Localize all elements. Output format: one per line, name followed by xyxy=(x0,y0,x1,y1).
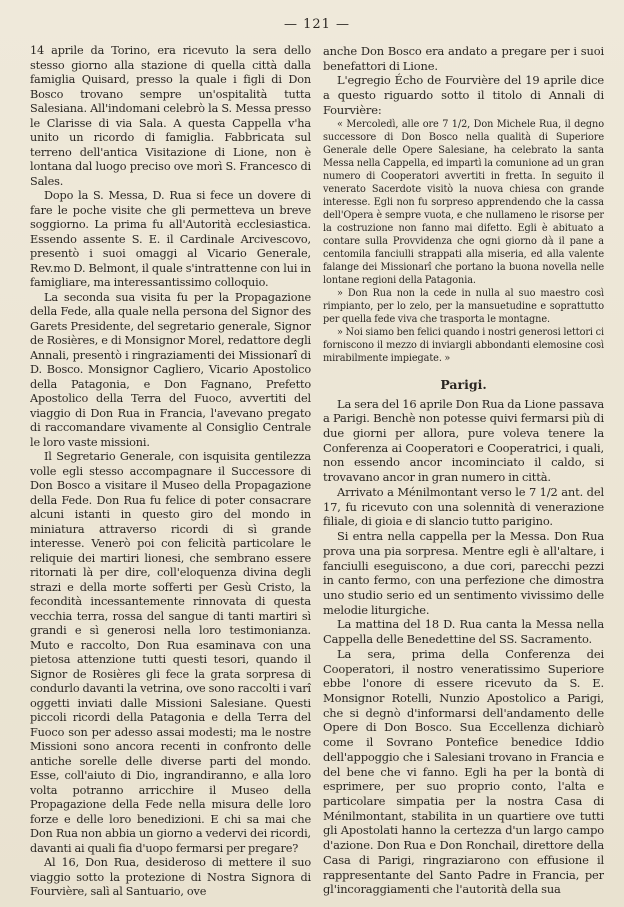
paragraph: L'egregio Écho de Fourvière del 19 aprile dice a questo riguardo sotto il titolo di Annali di Fourvière: xyxy=(323,73,604,117)
left-column xyxy=(30,44,311,904)
section-title: Parigi. xyxy=(440,376,487,392)
quote-paragraph: » Don Rua non la cede in nulla al suo maestro così rimpianto, per lo zelo, per la mansuetudine e soprattutto per quella fede viva che trasporta le montagne. xyxy=(323,287,604,325)
page-number: — 121 — xyxy=(283,17,351,32)
paragraph: 14 aprile da Torino, era ricevuto la sera dello stesso giorno alla stazione di quella città dalla famiglia Quisard, presso la quale i figli di Don Bosco trovano sempre un'ospitalità tutta Salesiana. All'indomani celebrò la S. Messa presso le Clarisse di via Sala. A questa Cappella v'ha unito un ricordo di famiglia. Fabbricata sul terreno dell'antica Visitazione di Lione, non è lontana dal luogo preciso ove morì S. Francesco di Sales. xyxy=(30,44,311,188)
quote-paragraph: « Mercoledì, alle ore 7 1/2, Don Michele Rua, il degno successore di Don Bosco nella qualità di Superiore Generale delle Opere Salesiane, ha celebrato la santa Messa nella Cappella, ed impartì la comunione ad un gran numero di Cooperatori avvertiti in fretta. In seguito il venerato Sacerdote visitò la nuova chiesa con grande interesse. Egli non fu sorpreso apprendendo che la cassa dell'Opera è sempre vuota, e che nullameno le risorse per la costruzione non fanno mai difetto. Egli è abituato a contare sulla Provvidenza che ogni giorno dà il pane a centomila fanciulli strappati alla miseria, ed alla valente falange dei Missionarî che portano la buona novella nelle lontane regioni della Patagonia. xyxy=(323,118,604,286)
paragraph: La seconda sua visita fu per la Propagazione della Fede, alla quale nella persona del Signor des Garets Presidente, del segretario generale, Signor de Rosières, e di Monsignor Morel, redattore degli Annali, presentò i ringraziamenti dei Missionarî di D. Bosco. Monsignor Cagliero, Vicario Apostolico della Patagonia, e Don Fagnano, Prefetto Apostolico della Terra del Fuoco, avvertiti del viaggio di Don Rua in Francia, l'avevano pregato di raccomandare vivamente al Consiglio Centrale le loro vaste missioni. xyxy=(30,290,311,449)
paragraph: Si entra nella cappella per la Messa. Don Rua prova una pia sorpresa. Mentre egli è all'altare, i fanciulli eseguiscono, a due cori, parecchi pezzi in canto fermo, con una perfezione che dimostra uno studio serio ed un sentimento vivissimo delle melodie liturgiche. xyxy=(323,529,604,617)
right-column xyxy=(323,44,604,904)
paragraph: Arrivato a Ménilmontant verso le 7 1/2 ant. del 17, fu ricevuto con una solennità di venerazione filiale, di gioia e di slancio tutto parigino. xyxy=(323,484,604,529)
paragraph: La sera del 16 aprile Don Rua da Lione passava a Parigi. Benchè non potesse quivi fermarsi più di due giorni per allora, pure voleva tenere la Conferenza ai Cooperatori e Cooperatrici, i quali, non essendo ancor incominciato il caldo, si trovavano ancor in gran numero in città. xyxy=(323,396,604,485)
quote-paragraph: » Noi siamo ben felici quando i nostri generosi lettori ci forniscono il mezzo di inviargli abbondanti elemosine così mirabilmente impiegate. » xyxy=(323,326,604,364)
paragraph: anche Don Bosco era andato a pregare per i suoi benefattori di Lione. xyxy=(323,44,604,73)
paragraph: Il Segretario Generale, con isquisita gentilezza volle egli stesso accompagnare il Successore di Don Bosco a visitare il Museo della Propagazione della Fede. Don Rua fu felice di poter consacrare alcuni istanti in questo giro del mondo in miniatura attraverso ricordi di sì grande interesse. Venerò poi con felicità particolare le reliquie dei martiri lionesi, che sembrano essere ritornati là per dire, coll'eloquenza divina degli strazi e della morte sofferti per Gesù Cristo, la fecondità incessantemente rinnovata di questa vecchia terra, rossa del sangue di tanti martiri sì grandi e sì generosi nella loro testimonianza. Muto e raccolto, Don Rua esaminava con una pietosa attenzione tutti questi tesori, quando il Signor de Rosières gli fece la grata sorpresa di condurlo davanti la vetrina, ove sono raccolti i varî oggetti inviati dalle Missioni Salesiane. Questi piccoli ricordi della Patagonia e della Terra del Fuoco son per adesso assai modesti; ma le nostre Missioni sono ancora recenti in confronto delle antiche sorelle delle diverse parti del mondo. Esse, coll'aiuto di Dio, ingrandiranno, e alla loro volta potranno arricchire il Museo della Propagazione della Fede nella misura delle loro forze e delle loro benedizioni. E chi sa mai che Don Rua non abbia un giorno a vedervi dei ricordi, davanti ai quali fia d'uopo fermarsi per pregare? xyxy=(30,450,311,855)
paragraph: La sera, prima della Conferenza dei Cooperatori, il nostro veneratissimo Superiore ebbe l'onore di essere ricevuto da S. E. Monsignor Rotelli, Nunzio Apostolico a Parigi, che si degnò d'informarsi dell'andamento delle Opere di Don Bosco. Sua Eccellenza dichiarò come il Sovrano Pontefice benedice Iddio dell'appoggio che i Salesiani trovano in Francia e del bene che vi fanno. Egli ha per la bontà di esprimere, per suo proprio conto, l'alta e particolare simpatia per la nostra Casa di Ménilmontant, stabilita in un quartiere ove tutti gli Apostolati hanno la certezza d'un largo campo d'azione. Don Rua e Don Ronchail, direttore della Casa di Parigi, ringraziarono con effusione il rappresentante del Santo Padre in Francia, per gl'incoraggiamenti che l'autorità della sua xyxy=(323,646,604,897)
text-columns xyxy=(30,44,604,904)
paragraph: La mattina del 18 D. Rua canta la Messa nella Cappella delle Benedettine del SS. Sacramento. xyxy=(323,617,604,647)
paragraph: Dopo la S. Messa, D. Rua si fece un dovere di fare le poche visite che gli permetteva un breve soggiorno. La prima fu all'Autorità ecclesiastica. Essendo assente S. E. il Cardinale Arcivescovo, presentò i suoi omaggi al Vicario Generale, Rev.mo D. Belmont, il quale s'intrattenne con lui in famigliare, ma interessantissimo colloquio. xyxy=(30,189,311,289)
paragraph: Al 16, Don Rua, desideroso di mettere il suo viaggio sotto la protezione di Nostra Signora di Fourvière, salì al Santuario, ove xyxy=(30,856,311,898)
